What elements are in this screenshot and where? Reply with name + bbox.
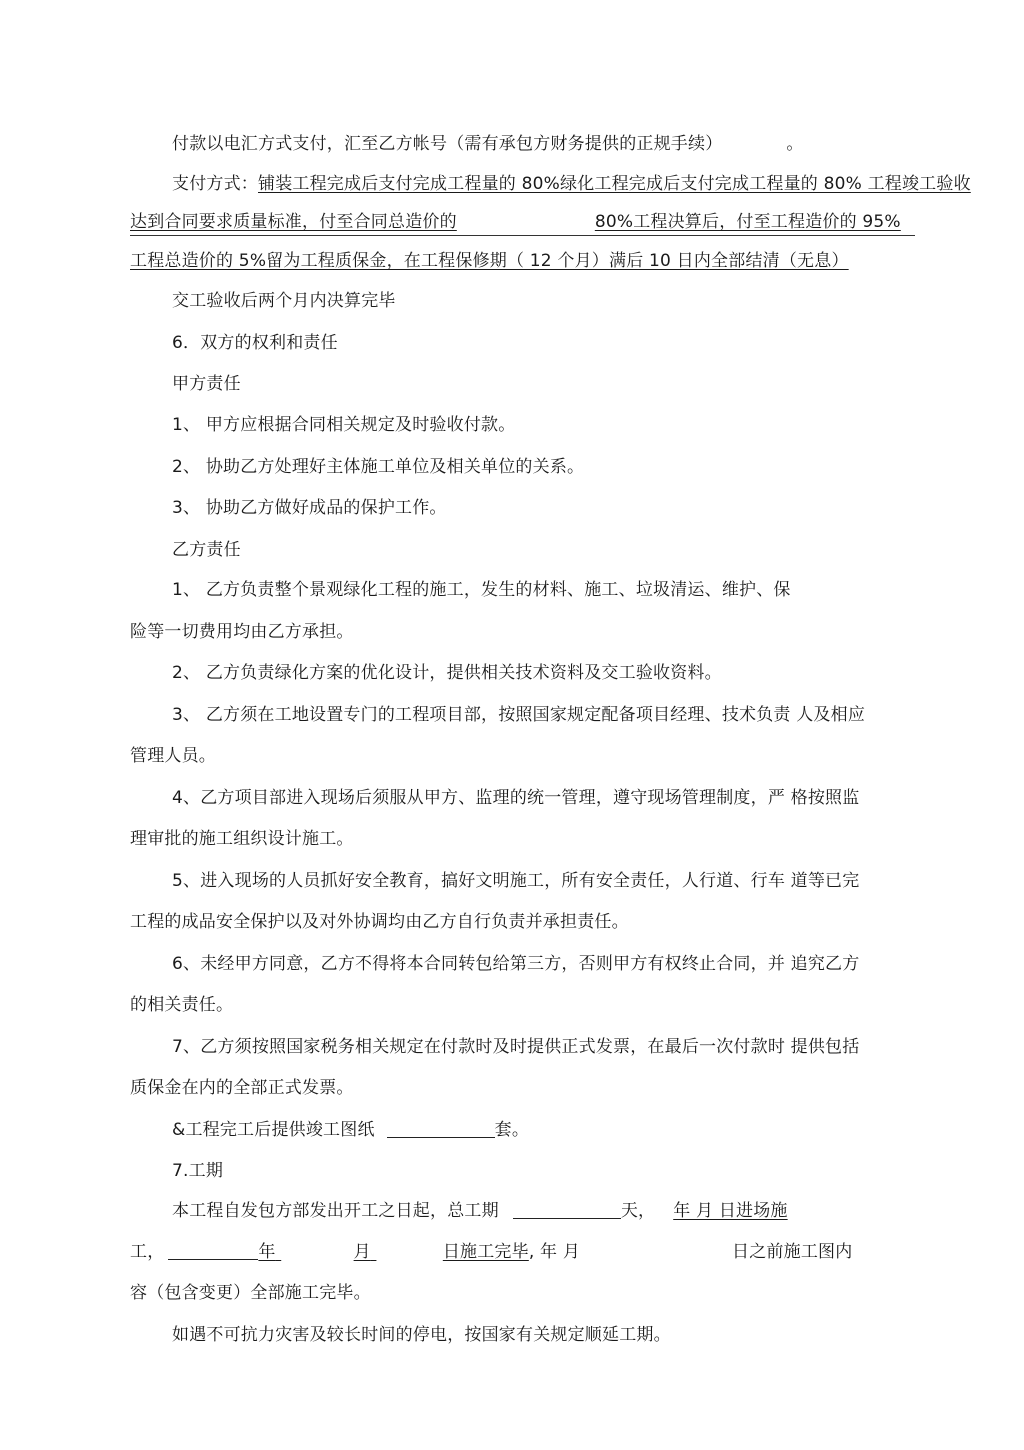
period-days-unit: 天， [620,1201,656,1221]
party-b-item-1-line-1: 1、 乙方负责整个景观绿化工程的施工，发生的材料、施工、垃圾清运、维护、保 [172,580,791,600]
period-line-2 [130,1240,852,1264]
party-b-item-2: 2、 乙方负责绿化方案的优化设计，提供相关技术资料及交工验收资料。 [172,663,722,683]
party-b-item-4-line-1: 4、乙方项目部进入现场后须服从甲方、监理的统一管理，遵守现场管理制度，严 格按照监 [172,788,860,808]
drawings-text: &工程完工后提供竣工图纸 [172,1120,375,1140]
completion-day: 日施工完毕 [442,1242,529,1262]
drawing-scope-text: 日之前施工图内 [732,1242,853,1262]
section-6-title: 6．双方的权利和责任 [172,333,338,353]
drawings-count-blank[interactable] [387,1119,495,1138]
party-b-item-3-line-2: 管理人员。 [130,746,216,766]
total-days-blank[interactable] [513,1200,621,1219]
payment-terms-text-3: 工程总造价的 5%留为工程质保金，在工程保修期（ 12 个月）满后 10 日内全部结清（无息） [130,251,849,271]
payment-method-paragraph [172,132,804,156]
party-b-item-5-line-2: 工程的成品安全保护以及对外协调均由乙方自行负责并承担责任。 [130,912,629,932]
drawings-unit: 套。 [494,1120,530,1140]
party-b-item-5-line-1: 5、进入现场的人员抓好安全教育，搞好文明施工，所有安全责任，人行道、行车 道等已完 [172,871,860,891]
payment-terms-line-1 [172,172,971,196]
force-majeure-text: 如遇不可抗力灾害及较长时间的停电，按国家有关规定顺延工期。 [172,1325,671,1345]
completion-month: 月 [353,1242,371,1262]
party-b-item-7-line-1: 7、乙方须按照国家税务相关规定在付款时及时提供正式发票，在最后一次付款时 提供包括 [172,1037,860,1057]
party-b-item-6-line-1: 6、未经甲方同意，乙方不得将本合同转包给第三方，否则甲方有权终止合同，并 追究乙方 [172,954,860,974]
period-text-1: 本工程自发包方部发出开工之日起，总工期 [172,1201,499,1221]
settlement-text: 交工验收后两个月内决算完毕 [172,291,396,311]
payment-method-end: 。 [786,134,804,154]
party-b-item-3-line-1: 3、 乙方须在工地设置专门的工程项目部，按照国家规定配备项目经理、技术负责 人及相应 [172,705,866,725]
party-b-item-7-line-2: 质保金在内的全部正式发票。 [130,1078,354,1098]
completion-blank[interactable] [168,1241,258,1260]
payment-terms-rule [130,235,915,236]
section-7-title: 7.工期 [172,1161,224,1181]
period-text-2: 工， [130,1242,165,1262]
payment-terms-line-2 [130,210,901,234]
party-b-item-8 [172,1118,529,1142]
deadline-date-text: , 年 月 [528,1242,581,1262]
party-a-item-3: 3、 协助乙方做好成品的保护工作。 [172,498,447,518]
payment-terms-text-1: 铺装工程完成后支付完成工程量的 80%绿化工程完成后支付完成工程量的 80% 工程竣工验收 [258,174,971,194]
period-line-3: 容（包含变更）全部施工完毕。 [130,1283,371,1303]
party-b-heading: 乙方责任 [172,540,241,560]
party-b-item-1-line-2: 险等一切费用均由乙方承担。 [130,622,354,642]
payment-method-text: 付款以电汇方式支付，汇至乙方帐号（需有承包方财务提供的正规手续） [172,134,723,154]
payment-terms-text-2a: 达到合同要求质量标准，付至合同总造价的 [130,212,457,232]
entry-date-text: 年 月 日进场施 [673,1201,788,1221]
payment-terms-text-2b: 80%工程决算后，付至工程造价的 95% [594,212,901,232]
party-b-item-6-line-2: 的相关责任。 [130,995,234,1015]
period-line-1 [172,1199,788,1223]
party-b-item-4-line-2: 理审批的施工组织设计施工。 [130,829,354,849]
payment-terms-line-3 [130,249,849,273]
payment-terms-label: 支付方式： [172,174,258,194]
party-a-item-1: 1、 甲方应根据合同相关规定及时验收付款。 [172,415,516,435]
completion-year: 年 [258,1242,276,1262]
party-a-heading: 甲方责任 [172,374,241,394]
party-a-item-2: 2、 协助乙方处理好主体施工单位及相关单位的关系。 [172,457,585,477]
